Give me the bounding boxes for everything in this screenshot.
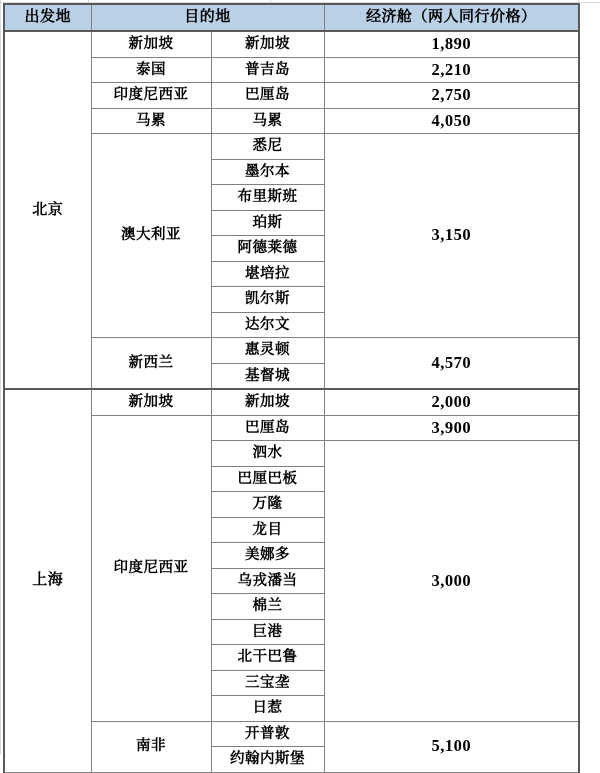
origin-cell: 北京 [4, 31, 91, 389]
price-cell: 3,900 [324, 415, 579, 441]
table-row [4, 338, 579, 364]
destination-city-cell: 泗水 [211, 441, 324, 467]
table-row [4, 83, 579, 109]
destination-city-cell: 巨港 [211, 619, 324, 645]
table-body [4, 31, 579, 772]
origin-cell: 上海 [4, 389, 91, 772]
destination-country-cell: 泰国 [91, 57, 211, 83]
destination-country-cell: 马累 [91, 108, 211, 134]
destination-city-cell: 阿德莱德 [211, 236, 324, 262]
destination-city-cell: 基督城 [211, 363, 324, 389]
destination-country-cell: 新西兰 [91, 338, 211, 390]
table-row [4, 31, 579, 57]
destination-city-cell: 凯尔斯 [211, 287, 324, 313]
destination-country-cell: 印度尼西亚 [91, 83, 211, 109]
price-cell: 2,000 [324, 389, 579, 415]
destination-city-cell: 珀斯 [211, 210, 324, 236]
destination-country-cell: 新加坡 [91, 389, 211, 415]
table-row [4, 389, 579, 415]
destination-city-cell: 棉兰 [211, 594, 324, 620]
destination-city-cell: 新加坡 [211, 389, 324, 415]
destination-city-cell: 墨尔本 [211, 159, 324, 185]
destination-city-cell: 开普敦 [211, 721, 324, 747]
destination-city-cell: 龙目 [211, 517, 324, 543]
price-cell: 2,750 [324, 83, 579, 109]
table-row [4, 57, 579, 83]
destination-country-cell: 南非 [91, 721, 211, 772]
destination-city-cell: 布里斯班 [211, 185, 324, 211]
destination-city-cell: 普吉岛 [211, 57, 324, 83]
destination-city-cell: 巴厘岛 [211, 83, 324, 109]
column-header-destination: 目的地 [91, 4, 324, 31]
destination-city-cell: 惠灵顿 [211, 338, 324, 364]
price-cell: 5,100 [324, 721, 579, 772]
table-row [4, 415, 579, 441]
destination-city-cell: 日惹 [211, 696, 324, 722]
destination-city-cell: 马累 [211, 108, 324, 134]
destination-country-cell: 印度尼西亚 [91, 415, 211, 721]
price-cell: 3,000 [324, 441, 579, 722]
column-header-origin: 出发地 [4, 4, 91, 31]
destination-city-cell: 万隆 [211, 492, 324, 518]
destination-city-cell: 新加坡 [211, 31, 324, 57]
destination-city-cell: 美娜多 [211, 543, 324, 569]
price-cell: 2,210 [324, 57, 579, 83]
destination-country-cell: 澳大利亚 [91, 134, 211, 338]
table-header-row [4, 4, 579, 31]
price-cell: 1,890 [324, 31, 579, 57]
destination-city-cell: 约翰内斯堡 [211, 747, 324, 773]
price-cell: 3,150 [324, 134, 579, 338]
background-gridline [0, 0, 1, 755]
destination-country-cell: 新加坡 [91, 31, 211, 57]
destination-city-cell: 堪培拉 [211, 261, 324, 287]
destination-city-cell: 达尔文 [211, 312, 324, 338]
destination-city-cell: 乌戎潘当 [211, 568, 324, 594]
destination-city-cell: 北干巴鲁 [211, 645, 324, 671]
destination-city-cell: 巴厘岛 [211, 415, 324, 441]
table-row [4, 721, 579, 747]
table-row [4, 108, 579, 134]
destination-city-cell: 悉尼 [211, 134, 324, 160]
destination-city-cell: 巴厘巴板 [211, 466, 324, 492]
table-row [4, 134, 579, 160]
flight-fare-table [3, 3, 580, 773]
price-cell: 4,570 [324, 338, 579, 390]
column-header-price: 经济舱（两人同行价格） [324, 4, 579, 31]
price-cell: 4,050 [324, 108, 579, 134]
destination-city-cell: 三宝垄 [211, 670, 324, 696]
